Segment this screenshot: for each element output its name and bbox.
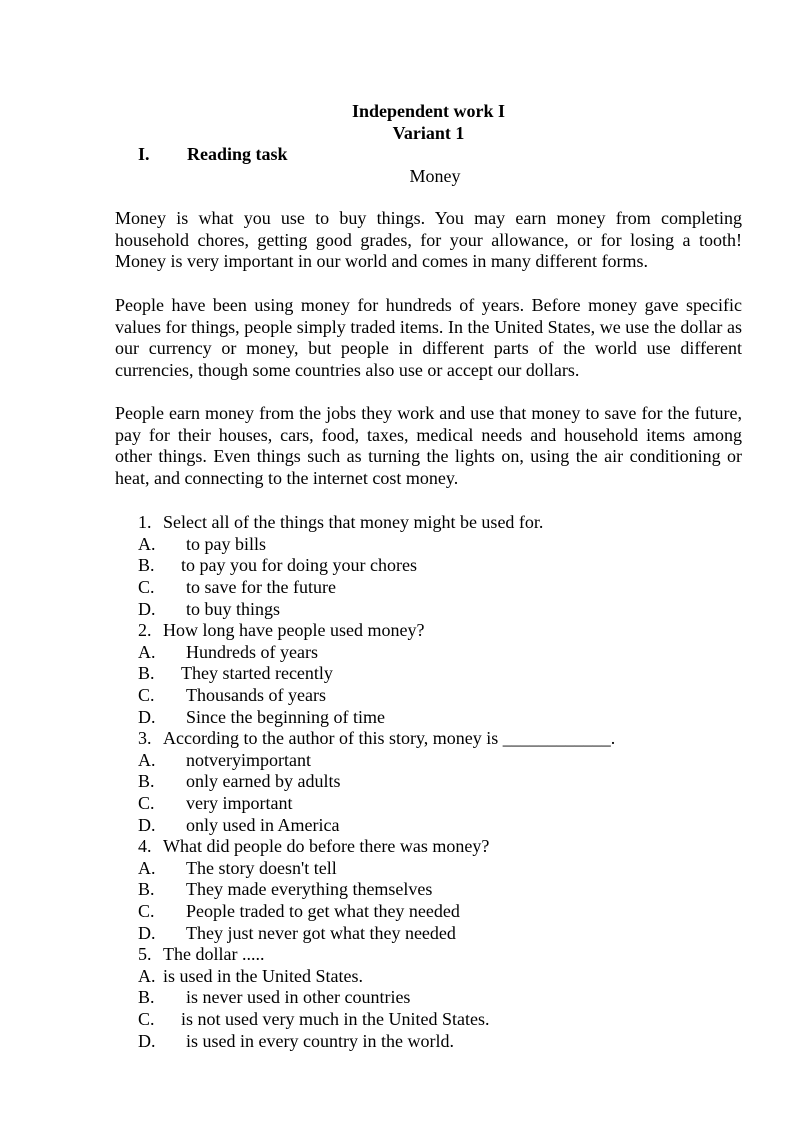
section-title: Reading task — [187, 144, 288, 164]
option-text: only earned by adults — [186, 771, 341, 791]
question-number: 1. — [138, 512, 152, 532]
paragraph-2: People have been using money for hundreds of years. Before money gave specific values for things, people simply traded items. In the United States, we use the dollar as our currency or money, but people in different parts of the world use different currencies, though some countries also use or accept our dollars. — [115, 295, 742, 380]
option-text: They made everything themselves — [186, 879, 433, 899]
option-letter: B. — [138, 987, 155, 1007]
paragraph-3: People earn money from the jobs they work and use that money to save for the future, pay for their houses, cars, food, taxes, medical needs and household items among other things. Even things such as turning the lights on, using the air conditioning or heat, and connecting to the internet cost money. — [115, 403, 742, 488]
option-letter: A. — [138, 534, 156, 554]
option-text: The story doesn't tell — [186, 858, 337, 878]
question-number: 3. — [138, 728, 152, 748]
option-text: to buy things — [186, 599, 281, 619]
option-text: to save for the future — [186, 577, 336, 597]
option-letter: D. — [138, 815, 156, 835]
question-5 — [138, 944, 264, 965]
story-title: Money — [409, 166, 461, 186]
option-letter: D. — [138, 1031, 156, 1051]
question-text: According to the author of this story, money is ____________. — [163, 728, 616, 748]
option-letter: D. — [138, 599, 156, 619]
option-text: They just never got what they needed — [186, 923, 456, 943]
question-text: The dollar ..... — [163, 944, 265, 964]
option-text: is used in the United States. — [163, 966, 363, 986]
option-text: notveryimportant — [186, 750, 311, 770]
option-letter: A. — [138, 642, 156, 662]
option-text: is used in every country in the world. — [186, 1031, 454, 1051]
option-letter: C. — [138, 793, 155, 813]
question-number: 5. — [138, 944, 152, 964]
paragraph-1: Money is what you use to buy things. You may earn money from completing household chores, getting good grades, for your allowance, or for losing a tooth! Money is very important in our world and comes in many different forms. — [115, 208, 742, 272]
option-letter: B. — [138, 879, 155, 899]
option-letter: C. — [138, 1009, 155, 1029]
option-letter: A. — [138, 750, 156, 770]
question-text: How long have people used money? — [163, 620, 425, 640]
option-text: only used in America — [186, 815, 340, 835]
option-letter: D. — [138, 923, 156, 943]
question-4 — [138, 836, 489, 857]
option-text: Hundreds of years — [186, 642, 318, 662]
option-letter: C. — [138, 577, 155, 597]
option-text: to pay bills — [186, 534, 266, 554]
variant-label: Variant 1 — [392, 123, 465, 143]
option-text: Thousands of years — [186, 685, 326, 705]
option-letter: B. — [138, 771, 155, 791]
document-title: Independent work I — [351, 101, 506, 121]
question-3 — [138, 728, 615, 749]
question-number: 4. — [138, 836, 152, 856]
option-letter: B. — [138, 555, 155, 575]
question-text: What did people do before there was money? — [163, 836, 490, 856]
question-2 — [138, 620, 424, 641]
option-text: is never used in other countries — [186, 987, 411, 1007]
option-text: People traded to get what they needed — [186, 901, 460, 921]
question-text: Select all of the things that money might be used for. — [163, 512, 544, 532]
option-text: is not used very much in the United States. — [181, 1009, 490, 1029]
option-letter: C. — [138, 685, 155, 705]
section-number: I. — [138, 144, 150, 164]
question-number: 2. — [138, 620, 152, 640]
option-letter: A. — [138, 966, 156, 986]
option-text: very important — [186, 793, 293, 813]
option-text: to pay you for doing your chores — [181, 555, 417, 575]
option-letter: D. — [138, 707, 156, 727]
question-1 — [138, 512, 543, 533]
option-letter: B. — [138, 663, 155, 683]
option-text: Since the beginning of time — [186, 707, 385, 727]
option-letter: A. — [138, 858, 156, 878]
option-letter: C. — [138, 901, 155, 921]
option-text: They started recently — [181, 663, 333, 683]
